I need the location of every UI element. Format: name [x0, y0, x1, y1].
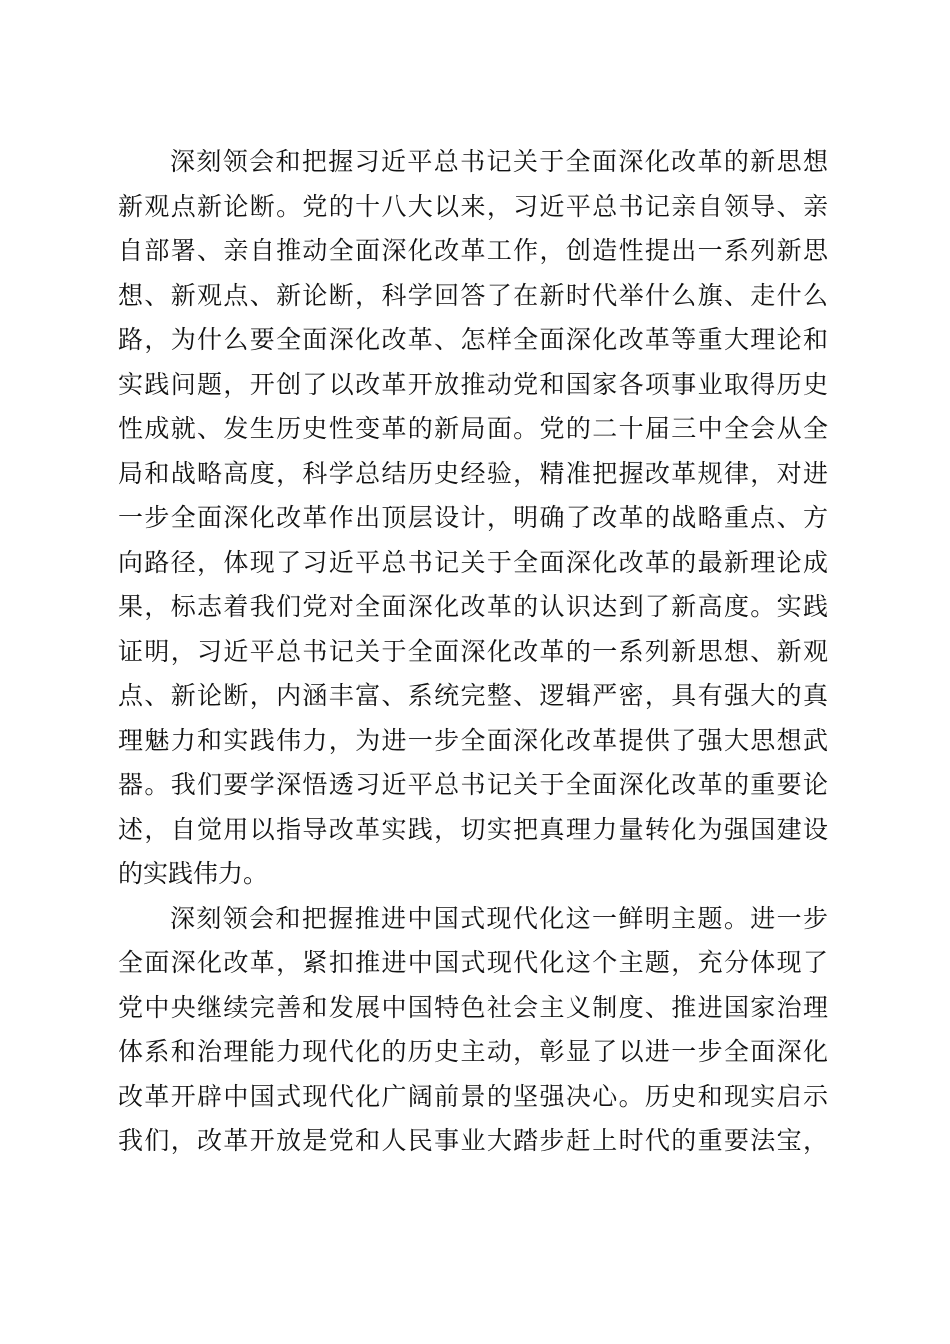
text-line: 党中央继续完善和发展中国特色社会主义制度、推进国家治理	[118, 992, 828, 1022]
paragraph-2	[118, 897, 828, 1164]
text-line: 性成就、发生历史性变革的新局面。党的二十届三中全会从全	[118, 414, 828, 443]
text-line: 理魅力和实践伟力，为进一步全面深化改革提供了强大思想武	[118, 725, 828, 755]
text-line: 述，自觉用以指导改革实践，切实把真理力量转化为强国建设	[118, 814, 828, 844]
text-line: 新观点新论断。党的十八大以来，习近平总书记亲自领导、亲	[118, 191, 828, 221]
text-line: 器。我们要学深悟透习近平总书记关于全面深化改革的重要论	[118, 770, 828, 799]
text-line: 深刻领会和把握推进中国式现代化这一鲜明主题。进一步	[170, 903, 828, 933]
paragraph-1	[118, 140, 828, 897]
text-line: 局和战略高度，科学总结历史经验，精准把握改革规律，对进	[118, 458, 828, 488]
text-line: 我们，改革开放是党和人民事业大踏步赶上时代的重要法宝，	[118, 1126, 828, 1155]
text-line: 一步全面深化改革作出顶层设计，明确了改革的战略重点、方	[118, 503, 828, 532]
text-line: 向路径，体现了习近平总书记关于全面深化改革的最新理论成	[118, 547, 828, 577]
text-line: 路，为什么要全面深化改革、怎样全面深化改革等重大理论和	[118, 325, 828, 354]
text-line: 实践问题，开创了以改革开放推动党和国家各项事业取得历史	[118, 369, 828, 399]
text-line: 全面深化改革，紧扣推进中国式现代化这个主题，充分体现了	[118, 948, 828, 977]
text-line: 深刻领会和把握习近平总书记关于全面深化改革的新思想	[170, 147, 828, 176]
text-line: 的实践伟力。	[118, 859, 269, 888]
text-line: 自部署、亲自推动全面深化改革工作，创造性提出一系列新思	[118, 236, 828, 265]
text-line: 点、新论断，内涵丰富、系统完整、逻辑严密，具有强大的真	[118, 681, 828, 710]
text-line: 体系和治理能力现代化的历史主动，彰显了以进一步全面深化	[118, 1037, 828, 1066]
text-line: 果，标志着我们党对全面深化改革的认识达到了新高度。实践	[118, 592, 828, 621]
text-line: 想、新观点、新论断，科学回答了在新时代举什么旗、走什么	[118, 280, 828, 310]
document-body	[118, 140, 828, 1164]
text-line: 改革开辟中国式现代化广阔前景的坚强决心。历史和现实启示	[118, 1081, 828, 1111]
text-line: 证明，习近平总书记关于全面深化改革的一系列新思想、新观	[118, 636, 828, 666]
